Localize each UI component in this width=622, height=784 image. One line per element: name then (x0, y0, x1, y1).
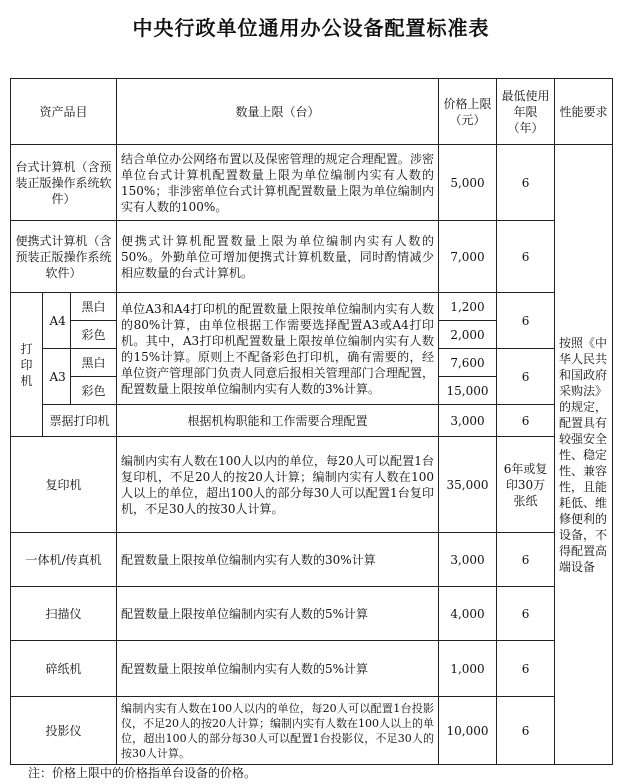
printer-a3-bw: 黑白 (71, 349, 117, 377)
header-price: 价格上限（元） (439, 79, 497, 145)
performance-requirement: 按照《中华人民共和国政府采购法》的规定，配置具有较强安全性、稳定性、兼容性，且能耗低、维修便利的设备，不得配置高端设备 (555, 145, 613, 765)
item-mfp: 一体机/传真机 (11, 533, 117, 587)
printer-a4-bw: 黑白 (71, 293, 117, 321)
price-laptop: 7,000 (439, 221, 497, 293)
item-shredder: 碎纸机 (11, 641, 117, 697)
header-item: 资产品目 (11, 79, 117, 145)
quantity-scanner: 配置数量上限按单位编制内实有人数的5%计算 (117, 587, 439, 641)
price-projector: 10,000 (439, 697, 497, 765)
header-performance: 性能要求 (555, 79, 613, 145)
price-receipt-printer: 3,000 (439, 405, 497, 437)
quantity-printer: 单位A3和A4打印机的配置数量上限按单位编制内实有人数的80%计算，由单位根据工作需要选择配置A3或A4打印机。其中，A3打印机配置数量上限按单位编制内实有人数的15%计算。原则上不配备彩色打印机，确有需要的，经单位资产管理部门负责人同意后报相关管理部门合理配置，配置数量上限按单位编制内实有人数的3%计算。 (117, 293, 439, 405)
item-copier: 复印机 (11, 437, 117, 533)
table-row (11, 145, 613, 221)
table-row (11, 587, 613, 641)
quantity-shredder: 配置数量上限按单位编制内实有人数的5%计算 (117, 641, 439, 697)
table-row (11, 221, 613, 293)
header-quantity: 数量上限（台） (117, 79, 439, 145)
life-a4: 6 (497, 293, 555, 349)
life-a3: 6 (497, 349, 555, 405)
quantity-desktop: 结合单位办公网络布置以及保密管理的规定合理配置。涉密单位台式计算机配置数量上限为单位编制内实有人数的150%；非涉密单位台式计算机配置数量上限为单位编制内实有人数的100%。 (117, 145, 439, 221)
table-header-row (11, 79, 613, 145)
header-life: 最低使用年限（年） (497, 79, 555, 145)
table-row (11, 405, 613, 437)
config-standard-table (10, 78, 613, 765)
price-a4-bw: 1,200 (439, 293, 497, 321)
life-laptop: 6 (497, 221, 555, 293)
printer-a3-label: A3 (43, 349, 71, 405)
printer-group-label: 打印机 (11, 293, 43, 437)
life-scanner: 6 (497, 587, 555, 641)
table-row (11, 293, 613, 321)
life-copier: 6年或复印30万张纸 (497, 437, 555, 533)
printer-a4-color: 彩色 (71, 321, 117, 349)
quantity-projector: 编制内实有人数在100人以内的单位，每20人可以配置1台投影仪，不足20人的按20人计算；编制内实有人数在100人以上的单位，超出100人的部分每30人可以配置1台投影仪，不足30人的按30人计算。 (117, 697, 439, 765)
price-desktop: 5,000 (439, 145, 497, 221)
price-copier: 35,000 (439, 437, 497, 533)
price-mfp: 3,000 (439, 533, 497, 587)
life-receipt-printer: 6 (497, 405, 555, 437)
item-projector: 投影仪 (11, 697, 117, 765)
table-row (11, 697, 613, 765)
item-receipt-printer: 票据打印机 (43, 405, 117, 437)
item-laptop: 便携式计算机（含预装正版操作系统软件） (11, 221, 117, 293)
life-shredder: 6 (497, 641, 555, 697)
table-row (11, 641, 613, 697)
life-mfp: 6 (497, 533, 555, 587)
printer-a4-label: A4 (43, 293, 71, 349)
price-a3-bw: 7,600 (439, 349, 497, 377)
life-desktop: 6 (497, 145, 555, 221)
table-footnote: 注：价格上限中的价格指单台设备的价格。 (28, 766, 257, 780)
table-row (11, 437, 613, 533)
price-a4-color: 2,000 (439, 321, 497, 349)
page-title: 中央行政单位通用办公设备配置标准表 (132, 16, 490, 40)
quantity-receipt-printer: 根据机构职能和工作需要合理配置 (117, 405, 439, 437)
quantity-copier: 编制内实有人数在100人以内的单位，每20人可以配置1台复印机，不足20人的按20人计算；编制内实有人数在100人以上的单位，超出100人的部分每30人可以配置1台复印机，不足30人的按30人计算。 (117, 437, 439, 533)
life-projector: 6 (497, 697, 555, 765)
quantity-mfp: 配置数量上限按单位编制内实有人数的30%计算 (117, 533, 439, 587)
price-a3-color: 15,000 (439, 377, 497, 405)
quantity-laptop: 便携式计算机配置数量上限为单位编制内实有人数的50%。外勤单位可增加便携式计算机数量，同时酌情减少相应数量的台式计算机。 (117, 221, 439, 293)
price-scanner: 4,000 (439, 587, 497, 641)
printer-a3-color: 彩色 (71, 377, 117, 405)
item-desktop: 台式计算机（含预装正版操作系统软件） (11, 145, 117, 221)
price-shredder: 1,000 (439, 641, 497, 697)
item-scanner: 扫描仪 (11, 587, 117, 641)
table-row (11, 533, 613, 587)
